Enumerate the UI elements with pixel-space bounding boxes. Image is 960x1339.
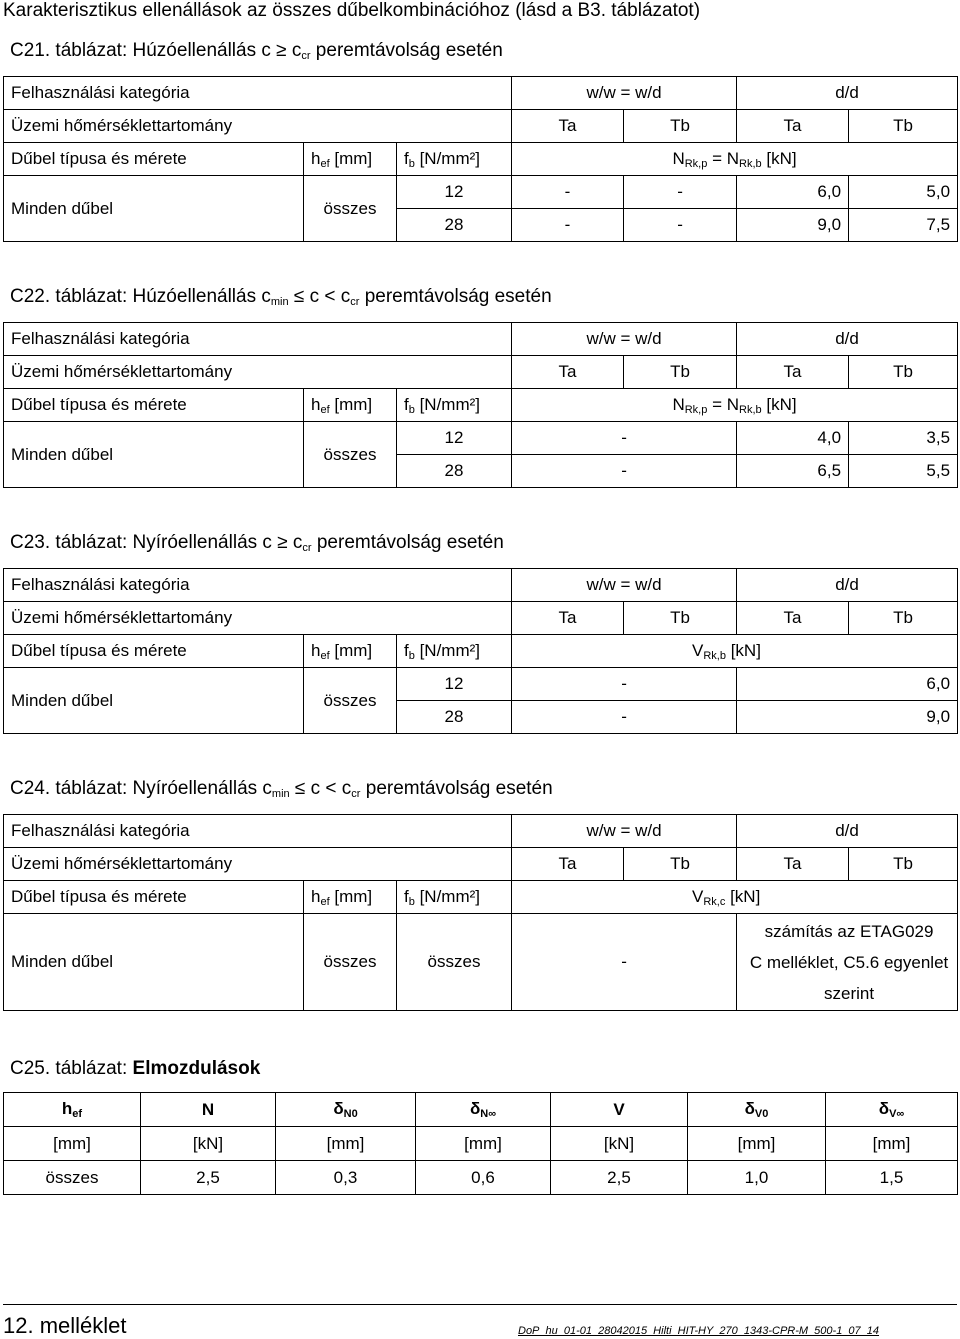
- tb-label: Tb: [624, 110, 737, 143]
- dd-label: d/d: [737, 815, 958, 848]
- all-dowel-label: Minden dűbel: [4, 176, 304, 242]
- tb-label: Tb: [624, 602, 737, 635]
- unit-cell: [kN]: [551, 1127, 688, 1161]
- category-label: Felhasználási kategória: [4, 77, 512, 110]
- value-cell: 2,5: [551, 1161, 688, 1195]
- dowel-label: Dűbel típusa és mérete: [4, 635, 304, 668]
- dd-label: d/d: [737, 77, 958, 110]
- resistance-label: $N_{Rk,p} = N_{Rk,b}$ [kN]: [512, 143, 958, 176]
- tb-label: Tb: [624, 848, 737, 881]
- calc-note: számítás az ETAG029 C melléklet, C5.6 egyenlet szerint: [737, 914, 958, 1011]
- all-label: összes: [304, 914, 397, 1011]
- temp-label: Üzemi hőmérséklettartomány: [4, 356, 512, 389]
- fb-value: 28: [397, 209, 512, 242]
- value-cell: -: [512, 176, 624, 209]
- ta-label: Ta: [737, 848, 849, 881]
- fb-value: 12: [397, 422, 512, 455]
- temp-label: Üzemi hőmérséklettartomány: [4, 848, 512, 881]
- table-c24: [3, 814, 958, 1011]
- fb-value: 12: [397, 176, 512, 209]
- hef-label: $h_{ef}$ [mm]: [304, 143, 397, 176]
- header-cell: V: [551, 1093, 688, 1127]
- fb-label: $f_b$ [N/mm²]: [397, 389, 512, 422]
- value-cell: -: [624, 176, 737, 209]
- value-cell: -: [512, 422, 737, 455]
- tb-label: Tb: [624, 356, 737, 389]
- fb-value: 12: [397, 668, 512, 701]
- dowel-label: Dűbel típusa és mérete: [4, 143, 304, 176]
- ww-label: w/w = w/d: [512, 569, 737, 602]
- fb-label: $f_b$ [N/mm²]: [397, 881, 512, 914]
- fb-label: $f_b$ [N/mm²]: [397, 635, 512, 668]
- ta-label: Ta: [737, 110, 849, 143]
- category-label: Felhasználási kategória: [4, 569, 512, 602]
- fb-value: 28: [397, 455, 512, 488]
- all-label: összes: [304, 422, 397, 488]
- ta-label: Ta: [512, 110, 624, 143]
- dowel-label: Dűbel típusa és mérete: [4, 881, 304, 914]
- table-c23-title: C23. táblázat: Nyíróellenállás $c \ge c_{cr}$ peremtávolság esetén: [10, 532, 504, 554]
- header-cell: $\delta_{V\infty}$: [826, 1093, 958, 1127]
- footer-divider: [3, 1304, 957, 1305]
- temp-label: Üzemi hőmérséklettartomány: [4, 110, 512, 143]
- category-label: Felhasználási kategória: [4, 815, 512, 848]
- hef-label: $h_{ef}$ [mm]: [304, 881, 397, 914]
- ta-label: Ta: [737, 602, 849, 635]
- value-cell: 4,0: [737, 422, 849, 455]
- all-dowel-label: Minden dűbel: [4, 668, 304, 734]
- ta-label: Ta: [512, 848, 624, 881]
- table-c21: [3, 76, 958, 242]
- tb-label: Tb: [849, 110, 958, 143]
- dd-label: d/d: [737, 323, 958, 356]
- footer-doc-id: DoP_hu_01-01_28042015_Hilti_HIT-HY_270_1343-CPR-M_500-1_07_14: [518, 1325, 880, 1337]
- table-c22: [3, 322, 958, 488]
- footer-annex: 12. melléklet: [3, 1313, 127, 1338]
- resistance-label: $N_{Rk,p} = N_{Rk,b}$ [kN]: [512, 389, 958, 422]
- all-label: összes: [304, 668, 397, 734]
- fb-label: $f_b$ [N/mm²]: [397, 143, 512, 176]
- value-cell: -: [512, 668, 737, 701]
- fb-value: összes: [397, 914, 512, 1011]
- category-label: Felhasználási kategória: [4, 323, 512, 356]
- hef-label: $h_{ef}$ [mm]: [304, 635, 397, 668]
- value-cell: 0,3: [276, 1161, 416, 1195]
- hef-label: $h_{ef}$ [mm]: [304, 389, 397, 422]
- header-cell: $\delta_{V0}$: [688, 1093, 826, 1127]
- value-cell: 5,5: [849, 455, 958, 488]
- value-cell: 5,0: [849, 176, 958, 209]
- unit-cell: [mm]: [416, 1127, 551, 1161]
- value-cell: 9,0: [737, 701, 958, 734]
- table-c22-title: C22. táblázat: Húzóellenállás $c_{min} \le c < c_{cr}$ peremtávolság esetén: [10, 286, 552, 308]
- ww-label: w/w = w/d: [512, 77, 737, 110]
- value-cell: 1,0: [688, 1161, 826, 1195]
- header-cell: N: [141, 1093, 276, 1127]
- page-header: Karakterisztikus ellenállások az összes dűbelkombinációhoz (lásd a B3. táblázatot): [3, 0, 701, 21]
- ww-label: w/w = w/d: [512, 815, 737, 848]
- header-cell: $\delta_{N0}$: [276, 1093, 416, 1127]
- fb-value: 28: [397, 701, 512, 734]
- value-cell: 2,5: [141, 1161, 276, 1195]
- all-label: összes: [304, 176, 397, 242]
- value-cell: 7,5: [849, 209, 958, 242]
- table-c25: [3, 1092, 958, 1195]
- tb-label: Tb: [849, 356, 958, 389]
- all-dowel-label: Minden dűbel: [4, 422, 304, 488]
- unit-cell: [mm]: [276, 1127, 416, 1161]
- value-cell: 6,5: [737, 455, 849, 488]
- all-dowel-label: Minden dűbel: [4, 914, 304, 1011]
- unit-cell: [mm]: [4, 1127, 141, 1161]
- ww-label: w/w = w/d: [512, 323, 737, 356]
- header-cell: $\delta_{N\infty}$: [416, 1093, 551, 1127]
- table-c24-title: C24. táblázat: Nyíróellenállás $c_{min} \le c < c_{cr}$ peremtávolság esetén: [10, 778, 553, 800]
- dowel-label: Dűbel típusa és mérete: [4, 389, 304, 422]
- unit-cell: [mm]: [826, 1127, 958, 1161]
- unit-cell: [mm]: [688, 1127, 826, 1161]
- value-cell: 6,0: [737, 668, 958, 701]
- header-cell: $h_{ef}$: [4, 1093, 141, 1127]
- resistance-label: $V_{Rk,b}$ [kN]: [512, 635, 958, 668]
- value-cell: -: [624, 209, 737, 242]
- value-cell: összes: [4, 1161, 141, 1195]
- value-cell: 3,5: [849, 422, 958, 455]
- value-cell: 6,0: [737, 176, 849, 209]
- temp-label: Üzemi hőmérséklettartomány: [4, 602, 512, 635]
- value-cell: -: [512, 455, 737, 488]
- value-cell: -: [512, 701, 737, 734]
- table-c25-title: C25. táblázat: Elmozdulások: [10, 1058, 261, 1079]
- ta-label: Ta: [512, 602, 624, 635]
- ta-label: Ta: [512, 356, 624, 389]
- value-cell: 9,0: [737, 209, 849, 242]
- table-c21-title: C21. táblázat: Húzóellenállás $c \ge c_{cr}$ peremtávolság esetén: [10, 40, 503, 62]
- resistance-label: $V_{Rk,c}$ [kN]: [512, 881, 958, 914]
- value-cell: -: [512, 914, 737, 1011]
- unit-cell: [kN]: [141, 1127, 276, 1161]
- value-cell: 1,5: [826, 1161, 958, 1195]
- tb-label: Tb: [849, 602, 958, 635]
- table-c23: [3, 568, 958, 734]
- ta-label: Ta: [737, 356, 849, 389]
- dd-label: d/d: [737, 569, 958, 602]
- tb-label: Tb: [849, 848, 958, 881]
- value-cell: 0,6: [416, 1161, 551, 1195]
- value-cell: -: [512, 209, 624, 242]
